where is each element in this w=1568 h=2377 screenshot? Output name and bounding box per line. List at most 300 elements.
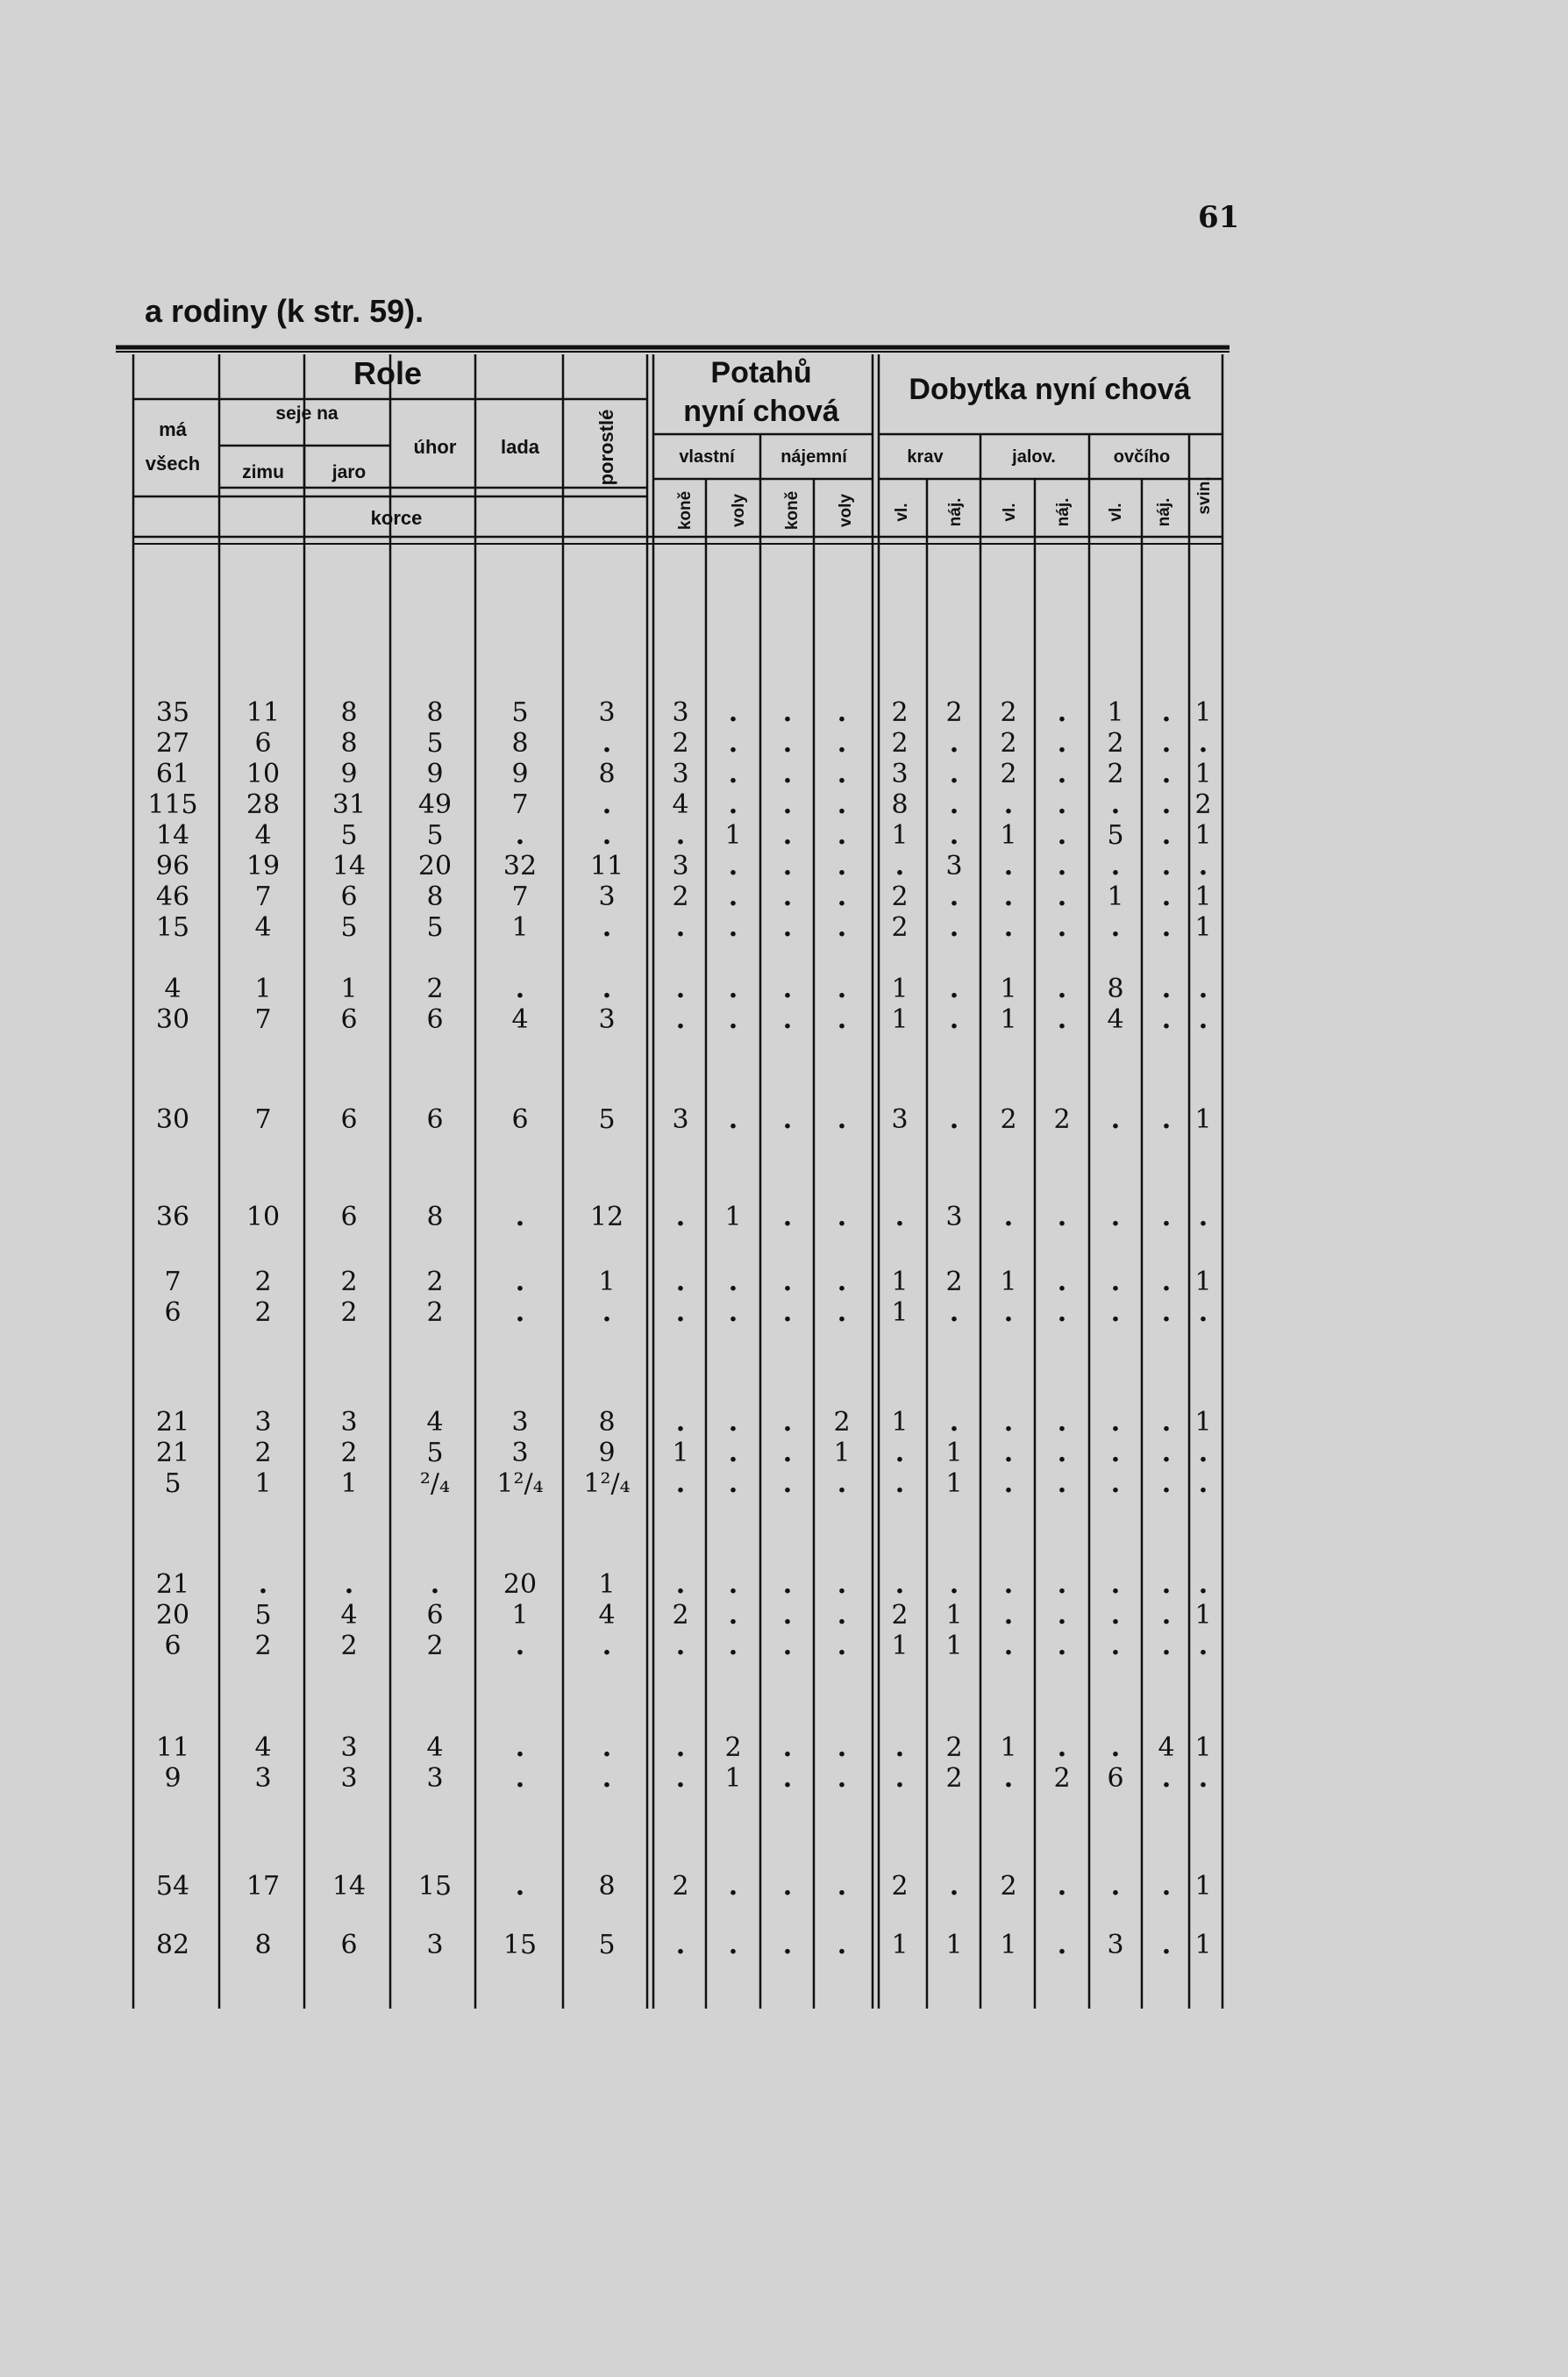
table-cell: . (1057, 1267, 1067, 1297)
table-cell: . (949, 882, 959, 912)
table-cell: 3 (511, 1407, 529, 1438)
table-cell: 1 (1000, 1004, 1017, 1035)
table-cell: 1 (891, 1407, 909, 1438)
table-cell: 3 (1107, 1930, 1124, 1960)
table-cell: . (515, 1732, 525, 1763)
table-cell: 2 (891, 1871, 909, 1902)
table-cell: 6 (340, 1930, 358, 1960)
table-cell: . (837, 974, 847, 1004)
table-cell: 1 (1000, 974, 1017, 1004)
table-cell: 20 (502, 1569, 538, 1600)
table-cell: . (1198, 1202, 1208, 1232)
table-cell: . (1161, 1297, 1172, 1328)
table-cell: . (1110, 1732, 1121, 1763)
header-ovciho-vl: vl. (1107, 503, 1125, 522)
table-cell: 1 (945, 1930, 963, 1960)
table-cell: 3 (426, 1930, 444, 1960)
table-cell: . (602, 789, 612, 820)
table-cell: . (344, 1569, 354, 1600)
table-cell: 1 (511, 912, 529, 943)
table-cell: . (782, 1104, 793, 1135)
table-cell: . (675, 1202, 686, 1232)
table-cell: 21 (155, 1438, 190, 1468)
table-cell: . (728, 851, 738, 882)
header-ma: má (159, 418, 187, 440)
header-jalov-vl: vl. (1001, 503, 1019, 522)
header-jalov: jalov. (1012, 447, 1056, 467)
table-cell: 8 (340, 697, 358, 728)
table-cell: 4 (164, 974, 182, 1004)
table-cell: 1²/₄ (496, 1468, 544, 1499)
table-cell: . (675, 912, 686, 943)
table-cell: . (1110, 851, 1121, 882)
table-cell: . (1198, 851, 1208, 882)
table-cell: . (837, 1631, 847, 1661)
table-cell: . (837, 912, 847, 943)
table-cell: . (837, 1930, 847, 1960)
table-cell: . (1057, 1732, 1067, 1763)
table-cell: 7 (511, 882, 529, 912)
table-cell: . (1161, 1468, 1172, 1499)
table-cell: 8 (426, 697, 444, 728)
table-cell: . (675, 1631, 686, 1661)
table-cell: . (837, 851, 847, 882)
table-cell: . (602, 1763, 612, 1794)
table-cell: 3 (891, 759, 909, 789)
table-cell: . (515, 1763, 525, 1794)
table-cell: . (675, 1569, 686, 1600)
table-cell: 2 (1053, 1104, 1071, 1135)
table-cell: 1 (724, 820, 742, 851)
table-cell: 4 (426, 1732, 444, 1763)
table-cell: . (782, 759, 793, 789)
table-cell: . (1003, 912, 1014, 943)
table-cell: 6 (340, 882, 358, 912)
table-cell: 2 (891, 697, 909, 728)
table-cell: 10 (246, 759, 281, 789)
table-cell: . (894, 1468, 905, 1499)
table-cell: . (782, 789, 793, 820)
header-potahu: Potahů (710, 356, 812, 389)
table-cell: 12 (589, 1202, 624, 1232)
table-cell: . (602, 820, 612, 851)
table-cell: 11 (246, 697, 281, 728)
table-cell: . (837, 1763, 847, 1794)
table-cell: 5 (598, 1104, 616, 1135)
table-cell: 2 (1000, 1871, 1017, 1902)
table-cell: 3 (598, 697, 616, 728)
table-cell: . (1057, 1930, 1067, 1960)
table-cell: 4 (672, 789, 689, 820)
table-cell: 11 (589, 851, 624, 882)
table-cell: 1 (1107, 697, 1124, 728)
header-jaro: jaro (331, 462, 367, 482)
table-cell: 1 (1194, 1104, 1212, 1135)
table-cell: . (782, 1407, 793, 1438)
table-cell: 2 (672, 882, 689, 912)
table-cell: . (1198, 1297, 1208, 1328)
table-cell: 8 (254, 1930, 272, 1960)
table-cell: . (1003, 1438, 1014, 1468)
table-cell: . (1057, 1004, 1067, 1035)
table-cell: 1 (672, 1438, 689, 1468)
table-cell: 2 (891, 728, 909, 759)
table-cell: . (1057, 728, 1067, 759)
table-cell: . (782, 1004, 793, 1035)
table-cell: . (1057, 1600, 1067, 1631)
table-cell: 2 (1000, 697, 1017, 728)
header-nyni-chova-1: nyní chová (683, 395, 839, 428)
table-cell: . (837, 1468, 847, 1499)
table-cell: 3 (340, 1407, 358, 1438)
table-cell: 15 (502, 1930, 538, 1960)
table-cell: . (1057, 851, 1067, 882)
header-krav-vl: vl. (893, 503, 911, 522)
table-cell: . (782, 1267, 793, 1297)
table-cell: . (949, 1407, 959, 1438)
table-cell: 9 (340, 759, 358, 789)
table-cell: 3 (672, 697, 689, 728)
table-cell: . (728, 1407, 738, 1438)
table-cell: . (1110, 1438, 1121, 1468)
table-cell: . (1110, 1407, 1121, 1438)
table-cell: . (728, 759, 738, 789)
table-cell: . (1110, 1267, 1121, 1297)
table-cell: . (837, 1600, 847, 1631)
table-cell: . (782, 974, 793, 1004)
table-cell: 2 (426, 1297, 444, 1328)
table-cell: 1 (891, 1004, 909, 1035)
table-cell: . (1057, 1631, 1067, 1661)
table-cell: 46 (155, 882, 190, 912)
table-cell: 8 (426, 1202, 444, 1232)
table-cell: 2 (672, 1600, 689, 1631)
table-cell: . (1161, 1871, 1172, 1902)
table-cell: 4 (340, 1600, 358, 1631)
table-cell: 1 (1194, 1871, 1212, 1902)
table-cell: . (1003, 1569, 1014, 1600)
table-cell: . (1161, 1763, 1172, 1794)
table-cell: 1 (891, 1930, 909, 1960)
table-cell: 9 (164, 1763, 182, 1794)
table-cell: 8 (598, 759, 616, 789)
header-svin: svin. (1195, 476, 1214, 515)
table-cell: 4 (1158, 1732, 1175, 1763)
table-cell: . (1161, 1004, 1172, 1035)
table-cell: . (1161, 1202, 1172, 1232)
table-cell: . (949, 1297, 959, 1328)
table-cell: 2 (340, 1297, 358, 1328)
table-cell: 1 (1000, 1930, 1017, 1960)
table-cell: . (675, 1930, 686, 1960)
header-ovciho-naj: náj. (1155, 497, 1173, 527)
table-cell: . (1198, 728, 1208, 759)
table-cell: 82 (155, 1930, 190, 1960)
table-cell: . (728, 1930, 738, 1960)
table-cell: 28 (246, 789, 281, 820)
header-krav-naj: náj. (946, 497, 965, 527)
table-cell: 4 (511, 1004, 529, 1035)
table-cell: 5 (426, 728, 444, 759)
table-cell: 7 (254, 882, 272, 912)
table-cell: 96 (155, 851, 190, 882)
table-cell: 1 (254, 974, 272, 1004)
table-cell: 5 (426, 1438, 444, 1468)
header-kone-najemni: koně (783, 490, 802, 531)
table-cell: 1 (1000, 1732, 1017, 1763)
table-cell: 1²/₄ (583, 1468, 631, 1499)
table-cell: . (1198, 1468, 1208, 1499)
table-cell: 15 (155, 912, 190, 943)
table-cell: . (515, 1871, 525, 1902)
table-cell: 1 (1194, 912, 1212, 943)
table-cell: 6 (340, 1202, 358, 1232)
header-lada: lada (500, 436, 540, 458)
table-cell: 8 (511, 728, 529, 759)
table-cell: . (782, 1930, 793, 1960)
table-cell: . (728, 1438, 738, 1468)
table-cell: 2 (891, 912, 909, 943)
table-cell: 2 (891, 1600, 909, 1631)
table-cell: 1 (891, 1631, 909, 1661)
table-cell: 1 (340, 1468, 358, 1499)
table-cell: 30 (155, 1104, 190, 1135)
table-cell: . (675, 1004, 686, 1035)
table-cell: . (837, 1871, 847, 1902)
table-cell: . (1003, 789, 1014, 820)
table-cell: 6 (164, 1631, 182, 1661)
table-cell: . (949, 1569, 959, 1600)
table-cell: . (1198, 1004, 1208, 1035)
table-cell: 3 (945, 851, 963, 882)
table-cell: . (782, 1732, 793, 1763)
table-cell: 1 (1107, 882, 1124, 912)
table-cell: . (1057, 697, 1067, 728)
table-cell: . (782, 1438, 793, 1468)
table-cell: . (949, 759, 959, 789)
table-cell: . (1057, 1407, 1067, 1438)
table-cell: . (1198, 1438, 1208, 1468)
table-cell: 11 (155, 1732, 190, 1763)
table-cell: 2 (340, 1267, 358, 1297)
table-cell: 2 (254, 1267, 272, 1297)
table-cell: 1 (945, 1631, 963, 1661)
table-cell: . (602, 912, 612, 943)
header-vsech: všech (145, 453, 201, 475)
table-cell: . (728, 1468, 738, 1499)
table-cell: . (1057, 912, 1067, 943)
table-cell: . (1161, 789, 1172, 820)
table-cell: . (1057, 1871, 1067, 1902)
table-cell: . (1110, 1569, 1121, 1600)
table-cell: . (1198, 974, 1208, 1004)
table-cell: 49 (417, 789, 453, 820)
table-cell: 35 (155, 697, 190, 728)
caption-reference: (k str. 59). (276, 293, 424, 329)
table-cell: 7 (164, 1267, 182, 1297)
table-cell: . (515, 1267, 525, 1297)
table-cell: . (894, 1763, 905, 1794)
table-body (147, 697, 1211, 1960)
table-cell: 3 (598, 1004, 616, 1035)
table-cell: 5 (164, 1468, 182, 1499)
table-cell: . (1110, 1600, 1121, 1631)
table-cell: 5 (511, 697, 529, 728)
header-role: Role (353, 355, 423, 391)
table-cell: 1 (1194, 820, 1212, 851)
table-cell: . (1161, 1104, 1172, 1135)
table-cell: . (1161, 1631, 1172, 1661)
table-cell: . (1003, 1468, 1014, 1499)
table-cell: . (728, 1871, 738, 1902)
table-cell: 5 (426, 820, 444, 851)
table-cell: . (515, 820, 525, 851)
table-cell: 20 (417, 851, 453, 882)
table-cell: 6 (426, 1004, 444, 1035)
table-cell: 3 (891, 1104, 909, 1135)
table-cell: 2 (1194, 789, 1212, 820)
table-cell: . (782, 1569, 793, 1600)
table-cell: 5 (340, 820, 358, 851)
table-cell: 8 (1107, 974, 1124, 1004)
table-cell: . (1057, 1202, 1067, 1232)
table-cell: 6 (426, 1104, 444, 1135)
table-cell: 3 (254, 1763, 272, 1794)
table-cell: 6 (254, 728, 272, 759)
table-cell: 21 (155, 1407, 190, 1438)
table-cell: . (894, 1438, 905, 1468)
table-cell: 1 (598, 1569, 616, 1600)
table-cell: . (1198, 1631, 1208, 1661)
table-cell: 3 (672, 1104, 689, 1135)
table-cell: . (837, 1732, 847, 1763)
table-cell: . (1003, 1763, 1014, 1794)
caption-title: a rodiny (145, 293, 268, 329)
table-cell: . (949, 1871, 959, 1902)
table-cell: 1 (1194, 1267, 1212, 1297)
table-cell: . (1161, 1407, 1172, 1438)
table-cell: . (675, 1267, 686, 1297)
table-cell: . (949, 974, 959, 1004)
table-cell: 1 (1194, 697, 1212, 728)
table-cell: . (728, 1569, 738, 1600)
table-cell: . (1198, 1763, 1208, 1794)
table-cell: 3 (254, 1407, 272, 1438)
table-cell: 8 (340, 728, 358, 759)
table-cell: 2 (426, 974, 444, 1004)
table-cell: 2 (426, 1267, 444, 1297)
table-cell: 7 (511, 789, 529, 820)
table-cell: . (602, 1297, 612, 1328)
header-vlastni: vlastní (679, 447, 735, 467)
table-cell: 32 (502, 851, 538, 882)
table-cell: 6 (340, 1104, 358, 1135)
table-cell: . (1057, 1297, 1067, 1328)
table-cell: 2 (891, 882, 909, 912)
table-cell: . (782, 912, 793, 943)
table-cell: 5 (426, 912, 444, 943)
table-cell: . (949, 1004, 959, 1035)
table-cell: . (675, 974, 686, 1004)
table-cell: . (1110, 1468, 1121, 1499)
table-cell: . (837, 1104, 847, 1135)
header-najemni: nájemní (780, 447, 847, 467)
table-cell: 1 (1194, 882, 1212, 912)
table-cell: . (782, 882, 793, 912)
table-cell: . (894, 1202, 905, 1232)
table-cell: 2 (1107, 759, 1124, 789)
table-cell: . (602, 728, 612, 759)
table-cell: . (1110, 1631, 1121, 1661)
table-cell: . (1161, 1267, 1172, 1297)
header-voly-najemni: voly (837, 493, 855, 528)
table-cell: 7 (254, 1104, 272, 1135)
header-jalov-naj: náj. (1054, 497, 1073, 527)
table-cell: 5 (254, 1600, 272, 1631)
table-cell: 14 (155, 820, 190, 851)
table-cell: . (1003, 1202, 1014, 1232)
table-cell: . (602, 974, 612, 1004)
table-cell: . (728, 882, 738, 912)
table-cell: 1 (724, 1763, 742, 1794)
header-porostle: porostlé (595, 409, 617, 486)
table-cell: . (1161, 820, 1172, 851)
table-cell: . (1110, 1871, 1121, 1902)
table-cell: . (1057, 1569, 1067, 1600)
table-cell: . (782, 1202, 793, 1232)
table-cell: . (1057, 882, 1067, 912)
table-cell: . (1161, 882, 1172, 912)
table-cell: . (1110, 789, 1121, 820)
table-cell: . (1003, 1631, 1014, 1661)
table-cell: . (728, 728, 738, 759)
table-cell: 4 (1107, 1004, 1124, 1035)
table-cell: 2 (724, 1732, 742, 1763)
page-number: 61 (1198, 200, 1240, 235)
table-cell: 3 (672, 759, 689, 789)
table-cell: 9 (598, 1438, 616, 1468)
table-cell: 3 (340, 1732, 358, 1763)
header-dobytka: Dobytka nyní chová (909, 373, 1191, 406)
table-cell: 21 (155, 1569, 190, 1600)
table-cell: . (1003, 1407, 1014, 1438)
table-cell: 2 (254, 1297, 272, 1328)
table-cell: . (782, 697, 793, 728)
table-cell: 31 (331, 789, 367, 820)
table-cell: . (728, 1297, 738, 1328)
header-kone-vlastni: koně (676, 490, 695, 531)
table-cell: . (728, 697, 738, 728)
table-cell: . (837, 1297, 847, 1328)
table-cell: . (837, 882, 847, 912)
table-cell: . (949, 789, 959, 820)
table-cell: . (949, 820, 959, 851)
table-cell: 8 (426, 882, 444, 912)
table-cell: . (837, 1267, 847, 1297)
table-cell: 14 (331, 1871, 367, 1902)
header-zimu: zimu (242, 462, 284, 482)
table-cell: . (728, 1631, 738, 1661)
table-cell: 36 (155, 1202, 190, 1232)
table-cell: 2 (1107, 728, 1124, 759)
table-cell: 1 (945, 1468, 963, 1499)
table-cell: . (1161, 1930, 1172, 1960)
table-cell: . (1003, 1297, 1014, 1328)
table-cell: . (728, 1104, 738, 1135)
table-cell: . (894, 1569, 905, 1600)
table-cell: . (515, 974, 525, 1004)
table-cell: . (675, 1468, 686, 1499)
